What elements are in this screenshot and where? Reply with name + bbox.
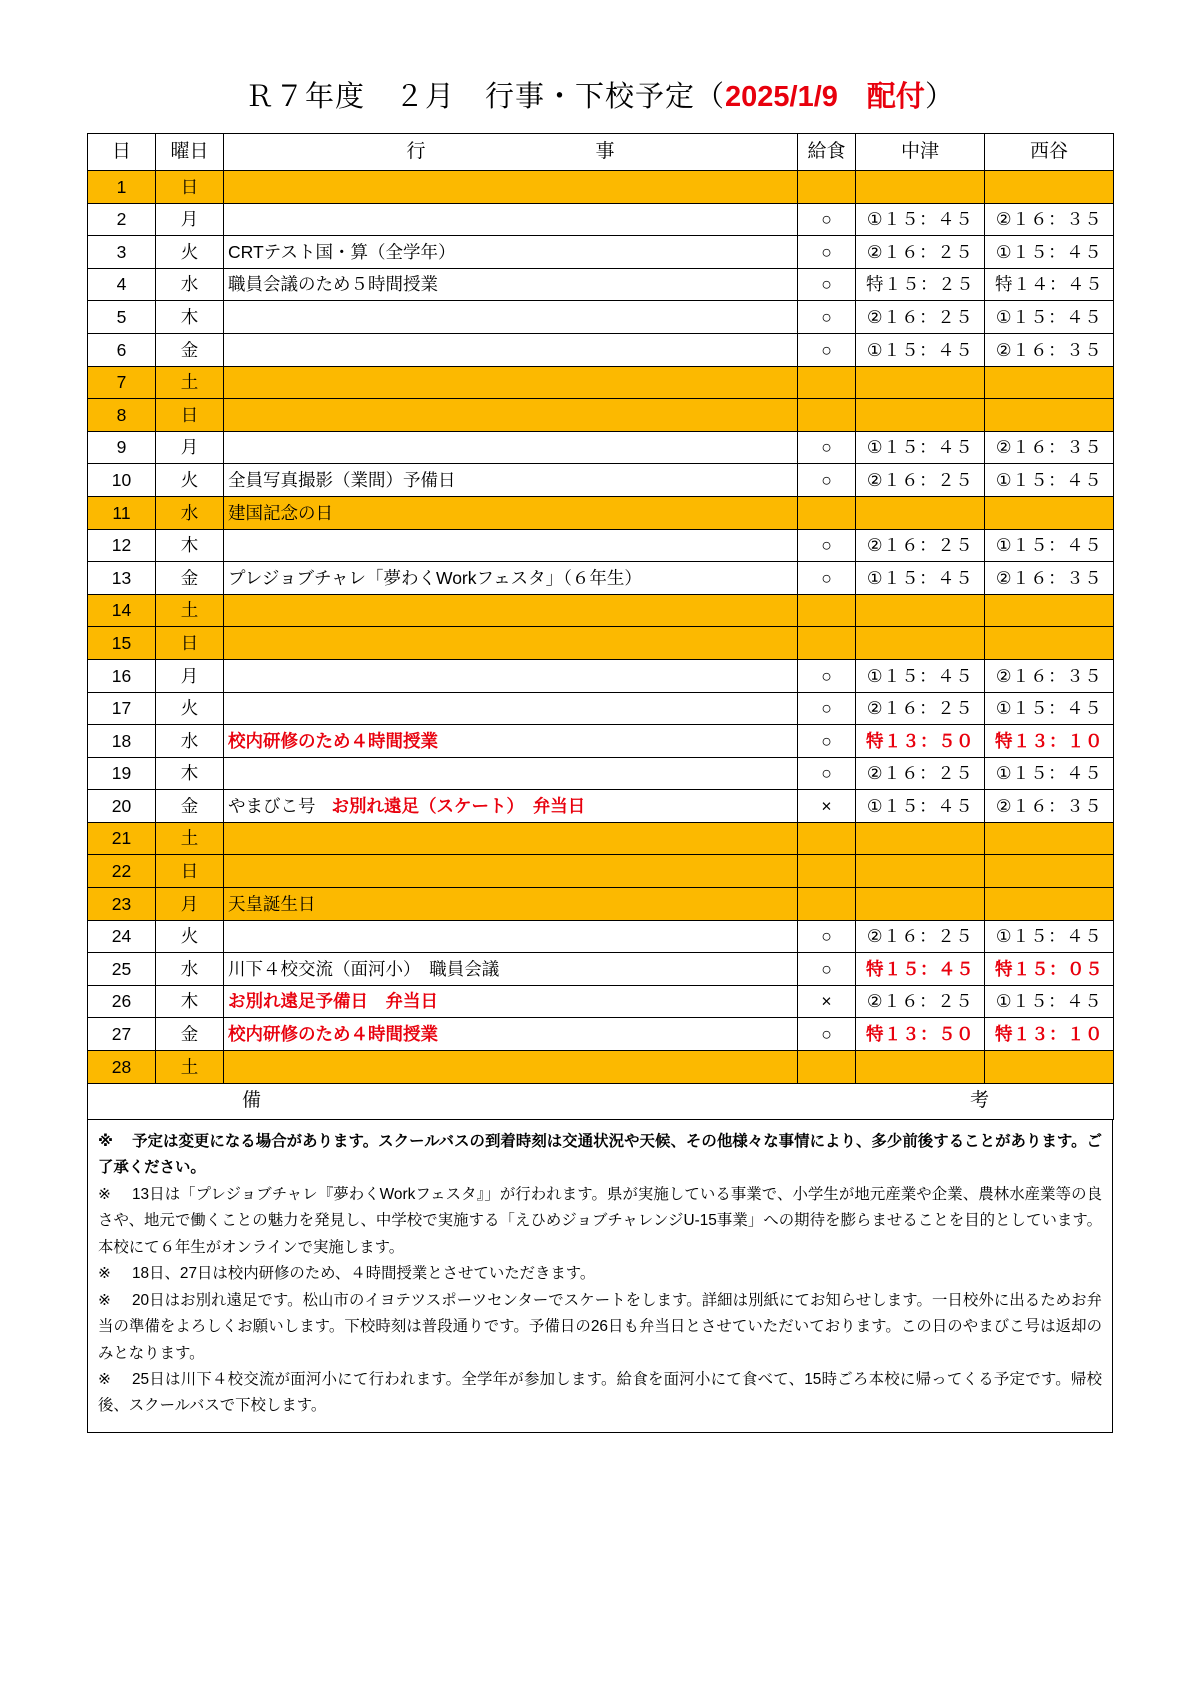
cell-nakatsu-time: ①１５：４５ (856, 659, 985, 692)
cell-day: 2 (88, 203, 156, 236)
event-text: 職員会議のため５時間授業 (228, 274, 438, 295)
cell-lunch: ○ (798, 236, 856, 269)
cell-lunch: ○ (798, 464, 856, 497)
table-row (88, 171, 1114, 204)
cell-nishitani-time: ②１６：３５ (985, 203, 1114, 236)
cell-weekday: 土 (156, 366, 224, 399)
cell-nakatsu-time (856, 1051, 985, 1084)
table-row (88, 301, 1114, 334)
table-row (88, 496, 1114, 529)
cell-nakatsu-time (856, 888, 985, 921)
cell-day: 21 (88, 822, 156, 855)
event-text-highlight: お別れ遠足（スケート） 弁当日 (331, 795, 586, 816)
cell-lunch: ○ (798, 725, 856, 758)
table-row (88, 366, 1114, 399)
cell-lunch: × (798, 985, 856, 1018)
cell-nakatsu-time: ②１６：２５ (856, 757, 985, 790)
cell-lunch: ○ (798, 333, 856, 366)
calendar-table-wrapper (87, 133, 1113, 1120)
table-row (88, 203, 1114, 236)
table-row (88, 1018, 1114, 1051)
cell-day: 23 (88, 888, 156, 921)
cell-nakatsu-time: ①１５：４５ (856, 203, 985, 236)
cell-day: 14 (88, 594, 156, 627)
cell-nishitani-time: ①１５：４５ (985, 301, 1114, 334)
cell-day: 5 (88, 301, 156, 334)
cell-lunch: ○ (798, 268, 856, 301)
cell-weekday: 月 (156, 659, 224, 692)
cell-nishitani-time: ②１６：３５ (985, 659, 1114, 692)
cell-nishitani-time (985, 888, 1114, 921)
cell-day: 22 (88, 855, 156, 888)
remark-item (98, 1261, 1102, 1287)
cell-nishitani-time: ①１５：４５ (985, 464, 1114, 497)
event-text: 建国記念の日 (228, 502, 333, 523)
remark-bullet-icon: ※ (98, 1132, 113, 1150)
cell-nishitani-time (985, 822, 1114, 855)
cell-nakatsu-time: ②１６：２５ (856, 236, 985, 269)
event-text: 川下４校交流（面河小） 職員会議 (228, 958, 500, 979)
cell-weekday: 土 (156, 822, 224, 855)
cell-lunch: ○ (798, 953, 856, 986)
remark-text: 25日は川下４校交流が面河小にて行われます。全学年が参加します。給食を面河小にて食べて、15時ごろ本校に帰ってくる予定です。帰校後、スクールバスで下校します。 (98, 1370, 1102, 1415)
cell-nishitani-time (985, 171, 1114, 204)
cell-event (224, 562, 798, 595)
cell-event (224, 822, 798, 855)
cell-weekday: 土 (156, 1051, 224, 1084)
cell-weekday: 水 (156, 268, 224, 301)
cell-nishitani-time: ①１５：４５ (985, 529, 1114, 562)
cell-nishitani-time: 特１５：０５ (985, 953, 1114, 986)
cell-nishitani-time: ②１６：３５ (985, 333, 1114, 366)
table-row (88, 399, 1114, 432)
remarks-header-cell (88, 1083, 1114, 1119)
cell-day: 25 (88, 953, 156, 986)
cell-lunch: ○ (798, 757, 856, 790)
cell-day: 24 (88, 920, 156, 953)
cell-day: 19 (88, 757, 156, 790)
cell-nishitani-time (985, 855, 1114, 888)
cell-event (224, 790, 798, 823)
event-text-highlight: 校内研修のため４時間授業 (228, 1024, 438, 1045)
page-title-main: Ｒ７年度 ２月 行事・下校予定（ (245, 81, 726, 113)
cell-day: 18 (88, 725, 156, 758)
cell-nishitani-time (985, 496, 1114, 529)
cell-nishitani-time: ②１６：３５ (985, 431, 1114, 464)
page-title (0, 0, 1200, 115)
cell-nakatsu-time: 特１５：４５ (856, 953, 985, 986)
table-row (88, 888, 1114, 921)
remark-text: 予定は変更になる場合があります。スクールバスの到着時刻は交通状況や天候、その他様々な事情により、多少前後することがあります。ご了承ください。 (98, 1132, 1102, 1177)
cell-nishitani-time: 特１４：４５ (985, 268, 1114, 301)
cell-lunch (798, 888, 856, 921)
cell-nishitani-time: ①１５：４５ (985, 985, 1114, 1018)
remark-bullet-icon: ※ (98, 1291, 111, 1309)
cell-nakatsu-time (856, 822, 985, 855)
table-row (88, 725, 1114, 758)
table-footer (88, 1083, 1114, 1119)
cell-weekday: 水 (156, 496, 224, 529)
header-event-right: 事 (595, 141, 615, 163)
header-day: 日 (88, 134, 156, 171)
cell-nishitani-time: 特１３：１０ (985, 1018, 1114, 1051)
cell-lunch (798, 627, 856, 660)
table-row (88, 822, 1114, 855)
header-event (224, 134, 798, 171)
cell-nakatsu-time: ②１６：２５ (856, 464, 985, 497)
cell-lunch (798, 822, 856, 855)
cell-weekday: 木 (156, 985, 224, 1018)
cell-day: 16 (88, 659, 156, 692)
cell-weekday: 木 (156, 301, 224, 334)
cell-event (224, 953, 798, 986)
table-row (88, 692, 1114, 725)
cell-nishitani-time: ①１５：４５ (985, 236, 1114, 269)
table-row (88, 431, 1114, 464)
cell-lunch: ○ (798, 920, 856, 953)
cell-event (224, 920, 798, 953)
cell-nakatsu-time: ①１５：４５ (856, 431, 985, 464)
cell-weekday: 火 (156, 920, 224, 953)
cell-event (224, 692, 798, 725)
cell-weekday: 日 (156, 855, 224, 888)
cell-event (224, 333, 798, 366)
table-row (88, 855, 1114, 888)
remark-bullet-icon: ※ (98, 1185, 111, 1203)
cell-nishitani-time: ①１５：４５ (985, 757, 1114, 790)
cell-event (224, 496, 798, 529)
table-row (88, 953, 1114, 986)
cell-event (224, 985, 798, 1018)
cell-event (224, 594, 798, 627)
cell-nakatsu-time (856, 627, 985, 660)
cell-nakatsu-time: ②１６：２５ (856, 529, 985, 562)
cell-lunch: ○ (798, 562, 856, 595)
cell-weekday: 金 (156, 790, 224, 823)
cell-weekday: 木 (156, 757, 224, 790)
cell-event (224, 757, 798, 790)
header-event-left: 行 (406, 141, 426, 163)
cell-lunch (798, 496, 856, 529)
cell-nishitani-time: ①１５：４５ (985, 692, 1114, 725)
cell-lunch: ○ (798, 529, 856, 562)
header-nakatsu: 中津 (856, 134, 985, 171)
cell-weekday: 水 (156, 953, 224, 986)
cell-event (224, 725, 798, 758)
cell-nishitani-time: ②１６：３５ (985, 562, 1114, 595)
cell-event (224, 1051, 798, 1084)
header-lunch: 給食 (798, 134, 856, 171)
event-text-highlight: 校内研修のため４時間授業 (228, 730, 438, 751)
cell-weekday: 金 (156, 562, 224, 595)
cell-day: 28 (88, 1051, 156, 1084)
table-row (88, 659, 1114, 692)
table-header-row (88, 134, 1114, 171)
cell-event (224, 431, 798, 464)
cell-lunch (798, 594, 856, 627)
cell-lunch: ○ (798, 659, 856, 692)
cell-nakatsu-time: ①１５：４５ (856, 790, 985, 823)
table-row (88, 529, 1114, 562)
cell-day: 11 (88, 496, 156, 529)
cell-lunch (798, 855, 856, 888)
cell-weekday: 火 (156, 692, 224, 725)
cell-lunch: ○ (798, 203, 856, 236)
cell-nakatsu-time: ②１６：２５ (856, 692, 985, 725)
cell-nishitani-time: ①１５：４５ (985, 920, 1114, 953)
cell-event (224, 366, 798, 399)
remark-bullet-icon: ※ (98, 1265, 111, 1283)
cell-weekday: 金 (156, 333, 224, 366)
cell-day: 20 (88, 790, 156, 823)
event-text: やまびこ号 (228, 795, 316, 816)
page-title-date: 2025/1/9 配付 (725, 81, 925, 113)
cell-nakatsu-time (856, 594, 985, 627)
cell-weekday: 木 (156, 529, 224, 562)
remark-item (98, 1288, 1102, 1367)
table-row (88, 594, 1114, 627)
cell-event (224, 529, 798, 562)
cell-weekday: 水 (156, 725, 224, 758)
cell-nishitani-time (985, 1051, 1114, 1084)
cell-nakatsu-time (856, 171, 985, 204)
table-row (88, 627, 1114, 660)
cell-weekday: 土 (156, 594, 224, 627)
table-row (88, 464, 1114, 497)
table-row (88, 236, 1114, 269)
cell-event (224, 399, 798, 432)
cell-weekday: 月 (156, 431, 224, 464)
remark-bullet-icon: ※ (98, 1370, 111, 1388)
cell-day: 12 (88, 529, 156, 562)
cell-event (224, 627, 798, 660)
cell-nakatsu-time: 特１３：５０ (856, 1018, 985, 1051)
cell-nakatsu-time (856, 496, 985, 529)
cell-event (224, 888, 798, 921)
cell-nishitani-time (985, 627, 1114, 660)
cell-day: 26 (88, 985, 156, 1018)
cell-day: 10 (88, 464, 156, 497)
cell-event (224, 203, 798, 236)
event-text: プレジョブチャレ「夢わくWorkフェスタ」（６年生） (228, 567, 642, 588)
cell-event (224, 855, 798, 888)
header-weekday: 曜日 (156, 134, 224, 171)
cell-nakatsu-time: ①１５：４５ (856, 333, 985, 366)
event-text: 天皇誕生日 (228, 893, 316, 914)
cell-nakatsu-time: ①１５：４５ (856, 562, 985, 595)
cell-nakatsu-time: ②１６：２５ (856, 985, 985, 1018)
cell-event (224, 1018, 798, 1051)
cell-nishitani-time: ②１６：３５ (985, 790, 1114, 823)
cell-weekday: 月 (156, 888, 224, 921)
header-nishitani: 西谷 (985, 134, 1114, 171)
table-row (88, 562, 1114, 595)
cell-event (224, 464, 798, 497)
remarks-label-bi: 備 (242, 1090, 262, 1112)
remark-text: 18日、27日は校内研修のため、４時間授業とさせていただきます。 (132, 1265, 596, 1283)
cell-weekday: 月 (156, 203, 224, 236)
cell-event (224, 268, 798, 301)
table-row (88, 333, 1114, 366)
cell-nishitani-time: 特１３：１０ (985, 725, 1114, 758)
table-row (88, 757, 1114, 790)
page-title-tail: ） (924, 81, 955, 113)
cell-nishitani-time (985, 399, 1114, 432)
remarks-header-row (88, 1083, 1114, 1119)
remark-item (98, 1182, 1102, 1261)
event-text-highlight: お別れ遠足予備日 弁当日 (228, 991, 438, 1012)
cell-event (224, 171, 798, 204)
remarks-label-kou: 考 (969, 1090, 989, 1112)
cell-nakatsu-time: 特１３：５０ (856, 725, 985, 758)
table-body (88, 171, 1114, 1084)
cell-weekday: 日 (156, 627, 224, 660)
cell-day: 3 (88, 236, 156, 269)
cell-lunch (798, 1051, 856, 1084)
cell-nakatsu-time (856, 399, 985, 432)
table-header (88, 134, 1114, 171)
cell-event (224, 659, 798, 692)
cell-lunch: ○ (798, 301, 856, 334)
cell-day: 6 (88, 333, 156, 366)
cell-event (224, 236, 798, 269)
table-row (88, 920, 1114, 953)
cell-nakatsu-time: ②１６：２５ (856, 301, 985, 334)
remark-item (98, 1129, 1102, 1182)
cell-day: 9 (88, 431, 156, 464)
cell-day: 27 (88, 1018, 156, 1051)
cell-event (224, 301, 798, 334)
remark-text: 20日はお別れ遠足です。松山市のイヨテツスポーツセンターでスケートをします。詳細は別紙にてお知らせします。一日校外に出るためお弁当の準備をよろしくお願いします。下校時刻は普段通りです。予備日の26日も弁当日とさせていただいております。この日のやまびこ号は返却のみとなります。 (98, 1291, 1102, 1362)
remark-text: 13日は「プレジョブチャレ『夢わくWorkフェスタ』」が行われます。県が実施している事業で、小学生が地元産業や企業、農林水産業等の良さや、地元で働くことの魅力を発見し、中学校で実施する「えひめジョブチャレンジU-15事業」への期待を膨らませることを目的としています。本校にて６年生がオンラインで実施します。 (98, 1185, 1102, 1256)
cell-day: 13 (88, 562, 156, 595)
cell-day: 17 (88, 692, 156, 725)
remarks-notes-box (87, 1120, 1113, 1433)
cell-nakatsu-time: 特１５：２５ (856, 268, 985, 301)
cell-nakatsu-time (856, 366, 985, 399)
cell-lunch: ○ (798, 1018, 856, 1051)
table-row (88, 985, 1114, 1018)
cell-lunch (798, 399, 856, 432)
remark-item (98, 1367, 1102, 1420)
cell-lunch (798, 366, 856, 399)
cell-weekday: 火 (156, 464, 224, 497)
event-text: CRTテスト国・算（全学年） (228, 241, 456, 262)
cell-nishitani-time (985, 594, 1114, 627)
cell-nakatsu-time (856, 855, 985, 888)
cell-lunch (798, 171, 856, 204)
table-row (88, 790, 1114, 823)
cell-day: 1 (88, 171, 156, 204)
cell-day: 8 (88, 399, 156, 432)
event-text: 全員写真撮影（業間）予備日 (228, 469, 456, 490)
table-row (88, 268, 1114, 301)
cell-lunch: ○ (798, 692, 856, 725)
cell-nishitani-time (985, 366, 1114, 399)
cell-day: 15 (88, 627, 156, 660)
cell-weekday: 日 (156, 399, 224, 432)
cell-weekday: 金 (156, 1018, 224, 1051)
cell-lunch: × (798, 790, 856, 823)
cell-nakatsu-time: ②１６：２５ (856, 920, 985, 953)
schedule-table (87, 133, 1114, 1120)
cell-lunch: ○ (798, 431, 856, 464)
cell-weekday: 日 (156, 171, 224, 204)
table-row (88, 1051, 1114, 1084)
cell-weekday: 火 (156, 236, 224, 269)
cell-day: 7 (88, 366, 156, 399)
cell-day: 4 (88, 268, 156, 301)
